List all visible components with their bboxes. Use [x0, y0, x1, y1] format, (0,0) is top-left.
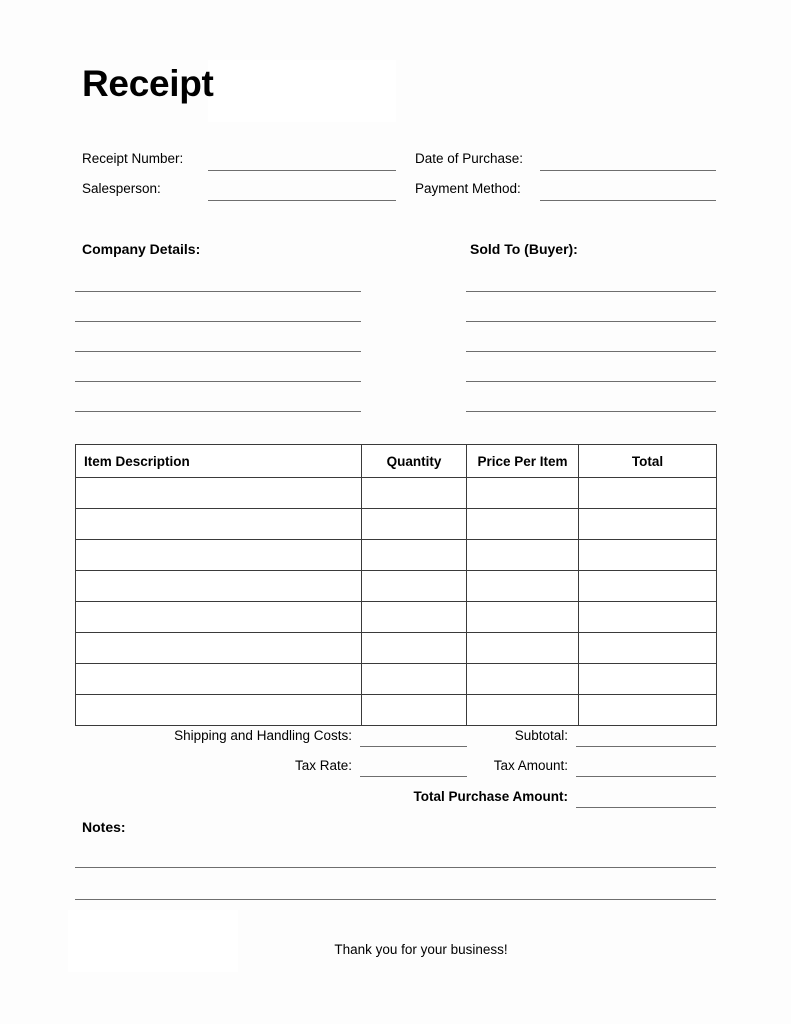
cell-total[interactable]: [579, 664, 717, 695]
shipping-and-handling-input[interactable]: [360, 746, 467, 747]
table-body: [76, 478, 717, 726]
cell-quantity[interactable]: [362, 602, 467, 633]
cell-quantity[interactable]: [362, 571, 467, 602]
tax-rate-label: Tax Rate:: [294, 758, 352, 773]
cell-total[interactable]: [579, 602, 717, 633]
shipping-and-handling-label: Shipping and Handling Costs:: [174, 728, 352, 743]
cell-quantity[interactable]: [362, 633, 467, 664]
cell-item-description[interactable]: [76, 540, 362, 571]
company-details-label: Company Details:: [82, 241, 201, 257]
table-row[interactable]: [76, 571, 717, 602]
receipt-number-input[interactable]: [208, 170, 396, 171]
cell-price-per-item[interactable]: [467, 664, 579, 695]
cell-total[interactable]: [579, 478, 717, 509]
cell-quantity[interactable]: [362, 664, 467, 695]
notes-label: Notes:: [82, 819, 126, 835]
sold-to-line-4[interactable]: [466, 381, 716, 382]
payment-method-label: Payment Method:: [415, 181, 521, 196]
date-of-purchase-label: Date of Purchase:: [415, 151, 524, 166]
total-purchase-amount-label: Total Purchase Amount:: [413, 789, 568, 804]
company-details-line-5[interactable]: [75, 411, 361, 412]
tax-amount-input[interactable]: [576, 776, 716, 777]
cell-item-description[interactable]: [76, 571, 362, 602]
table-row[interactable]: [76, 509, 717, 540]
table-row[interactable]: [76, 695, 717, 726]
total-purchase-amount-input[interactable]: [576, 807, 716, 808]
items-table: [75, 444, 717, 726]
footer-image-placeholder: [68, 910, 238, 972]
notes-line-2[interactable]: [75, 899, 716, 900]
date-of-purchase-input[interactable]: [540, 170, 716, 171]
cell-item-description[interactable]: [76, 695, 362, 726]
table-header-row: [76, 445, 717, 478]
footer-message: Thank you for your business!: [334, 942, 508, 957]
logo-placeholder: [208, 60, 396, 122]
cell-total[interactable]: [579, 695, 717, 726]
table-row[interactable]: [76, 540, 717, 571]
tax-amount-label: Tax Amount:: [493, 758, 568, 773]
cell-total[interactable]: [579, 633, 717, 664]
cell-price-per-item[interactable]: [467, 540, 579, 571]
column-header-price-per-item: Price Per Item: [467, 445, 579, 478]
salesperson-label: Salesperson:: [82, 181, 161, 196]
column-header-total: Total: [579, 445, 717, 478]
cell-price-per-item[interactable]: [467, 478, 579, 509]
company-details-line-2[interactable]: [75, 321, 361, 322]
cell-quantity[interactable]: [362, 695, 467, 726]
company-details-line-3[interactable]: [75, 351, 361, 352]
cell-item-description[interactable]: [76, 602, 362, 633]
notes-line-1[interactable]: [75, 867, 716, 868]
cell-total[interactable]: [579, 571, 717, 602]
column-header-quantity: Quantity: [362, 445, 467, 478]
cell-item-description[interactable]: [76, 664, 362, 695]
table-row[interactable]: [76, 633, 717, 664]
cell-price-per-item[interactable]: [467, 602, 579, 633]
company-details-line-1[interactable]: [75, 291, 361, 292]
column-header-item-description: Item Description: [76, 445, 362, 478]
cell-quantity[interactable]: [362, 478, 467, 509]
page-title: Receipt: [82, 63, 214, 104]
table-row[interactable]: [76, 602, 717, 633]
cell-total[interactable]: [579, 540, 717, 571]
sold-to-line-3[interactable]: [466, 351, 716, 352]
cell-price-per-item[interactable]: [467, 695, 579, 726]
cell-item-description[interactable]: [76, 509, 362, 540]
table-row[interactable]: [76, 478, 717, 509]
cell-price-per-item[interactable]: [467, 509, 579, 540]
company-details-line-4[interactable]: [75, 381, 361, 382]
cell-item-description[interactable]: [76, 478, 362, 509]
salesperson-input[interactable]: [208, 200, 396, 201]
subtotal-input[interactable]: [576, 746, 716, 747]
receipt-number-label: Receipt Number:: [82, 151, 184, 166]
cell-price-per-item[interactable]: [467, 633, 579, 664]
cell-total[interactable]: [579, 509, 717, 540]
payment-method-input[interactable]: [540, 200, 716, 201]
subtotal-label: Subtotal:: [514, 728, 568, 743]
sold-to-line-1[interactable]: [466, 291, 716, 292]
cell-price-per-item[interactable]: [467, 571, 579, 602]
table-row[interactable]: [76, 664, 717, 695]
sold-to-line-5[interactable]: [466, 411, 716, 412]
tax-rate-input[interactable]: [360, 776, 467, 777]
cell-quantity[interactable]: [362, 509, 467, 540]
sold-to-line-2[interactable]: [466, 321, 716, 322]
sold-to-label: Sold To (Buyer):: [470, 241, 578, 257]
cell-item-description[interactable]: [76, 633, 362, 664]
cell-quantity[interactable]: [362, 540, 467, 571]
